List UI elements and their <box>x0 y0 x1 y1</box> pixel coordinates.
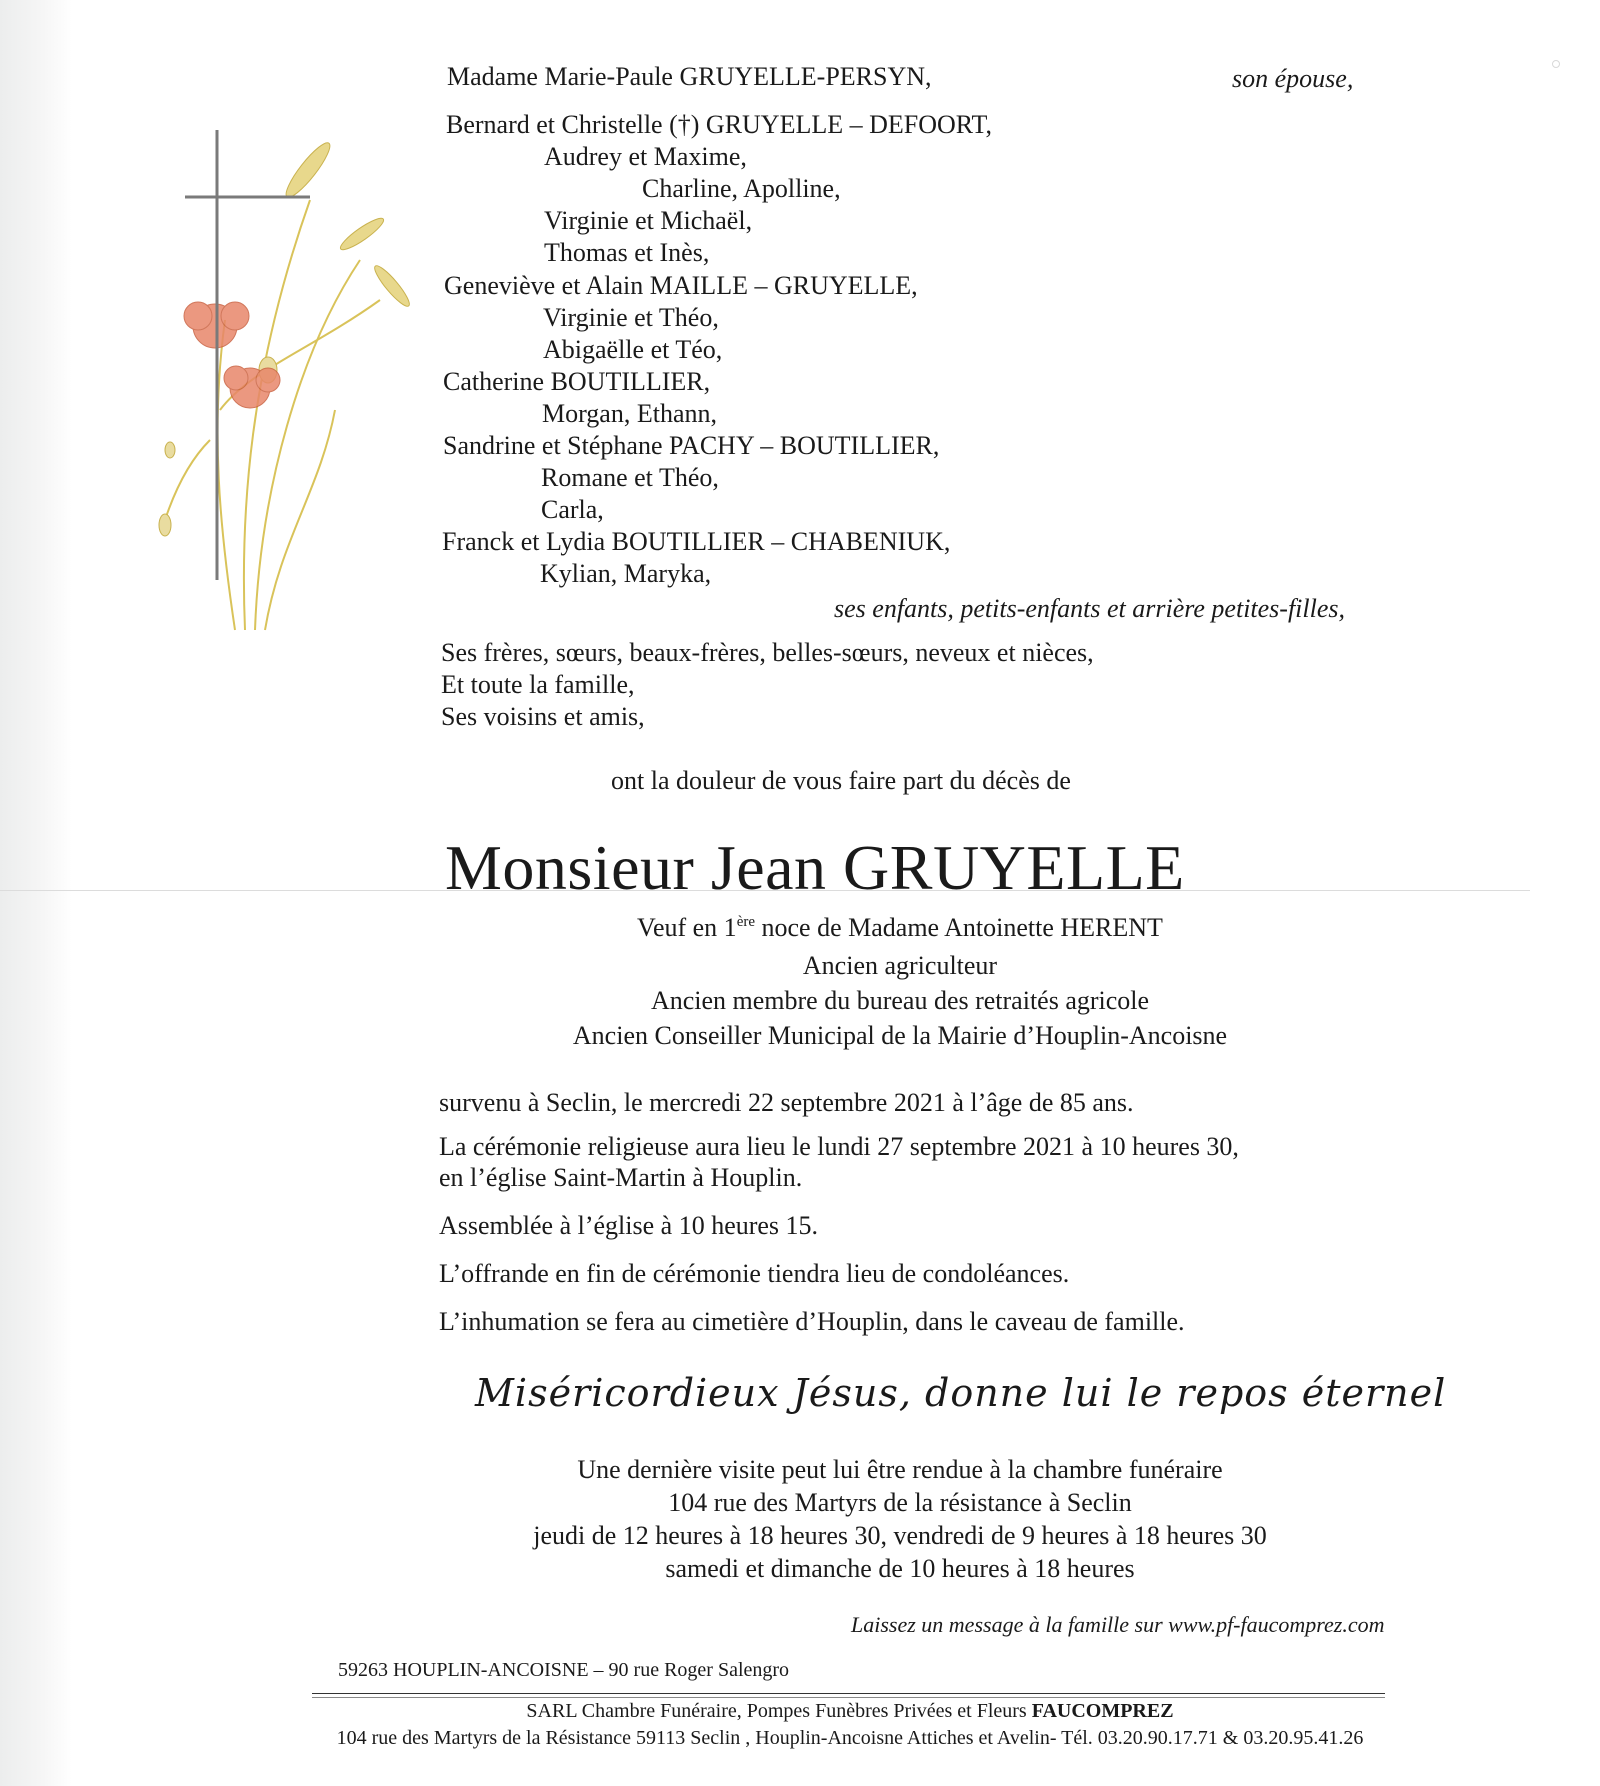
footer-separator <box>312 1697 1385 1698</box>
detail-line: Assemblée à l’église à 10 heures 15. <box>439 1211 819 1240</box>
deceased-name: Monsieur Jean GRUYELLE <box>445 832 1185 903</box>
family-line: Catherine BOUTILLIER, <box>443 367 711 396</box>
cross-poppies-illustration <box>150 110 470 650</box>
detail-line: L’offrande en fin de cérémonie tiendra lieu de condoléances. <box>439 1259 1070 1288</box>
title-line: Ancien Conseiller Municipal de la Mairie d’Houplin-Ancoisne <box>572 1021 1228 1050</box>
widow-sup: ère <box>736 914 755 930</box>
announcement: ont la douleur de vous faire part du décès de <box>611 766 1071 795</box>
spouse-name: Madame Marie-Paule GRUYELLE-PERSYN, <box>447 62 932 91</box>
family-line: Virginie et Michaël, <box>544 206 753 235</box>
page-left-shade <box>0 0 72 1786</box>
address: 59263 HOUPLIN-ANCOISNE – 90 rue Roger Salengro <box>338 1659 790 1681</box>
detail-line: survenu à Seclin, le mercredi 22 septembre 2021 à l’âge de 85 ans. <box>439 1088 1134 1117</box>
family-line: Geneviève et Alain MAILLE – GRUYELLE, <box>444 271 918 300</box>
wheat-ears <box>281 138 414 309</box>
footer-separator <box>312 1693 1385 1694</box>
family-line: Sandrine et Stéphane PACHY – BOUTILLIER, <box>443 431 940 460</box>
title-line: Ancien agriculteur <box>802 951 998 980</box>
website-message: Laissez un message à la famille sur www.pf-faucomprez.com <box>851 1612 1385 1637</box>
footer-company-prefix: SARL Chambre Funéraire, Pompes Funèbres Privées et Fleurs <box>526 1700 1032 1722</box>
family-line: Franck et Lydia BOUTILLIER – CHABENIUK, <box>442 527 951 556</box>
family-line: Virginie et Théo, <box>543 303 719 332</box>
children-role: ses enfants, petits-enfants et arrière petites-filles, <box>834 594 1346 623</box>
family-line: Thomas et Inès, <box>544 238 710 267</box>
detail-line: en l’église Saint-Martin à Houplin. <box>439 1163 803 1192</box>
widow-suffix: noce de Madame Antoinette HERENT <box>755 913 1163 942</box>
visit-line: jeudi de 12 heures à 18 heures 30, vendredi de 9 heures à 18 heures 30 <box>533 1521 1267 1550</box>
widow-line <box>400 915 1400 941</box>
family-line: Abigaëlle et Téo, <box>543 335 723 364</box>
family-line: Morgan, Ethann, <box>542 399 717 428</box>
fold-mark <box>1552 60 1560 68</box>
family-line: Bernard et Christelle (†) GRUYELLE – DEFOORT, <box>446 110 993 139</box>
spouse-role: son épouse, <box>1232 64 1354 93</box>
visit-line: Une dernière visite peut lui être rendue à la chambre funéraire <box>577 1455 1223 1484</box>
family-line: Carla, <box>541 495 604 524</box>
footer-company <box>300 1701 1400 1721</box>
prayer: Miséricordieux Jésus, donne lui le repos éternel <box>475 1371 1447 1415</box>
title-line: Ancien membre du bureau des retraités agricole <box>650 986 1150 1015</box>
family-line: Audrey et Maxime, <box>544 142 747 171</box>
visit-line: 104 rue des Martyrs de la résistance à Seclin <box>668 1488 1132 1517</box>
widow-prefix: Veuf en 1 <box>637 913 737 942</box>
footer-contact: 104 rue des Martyrs de la Résistance 59113 Seclin , Houplin-Ancoisne Attiches et Avelin- Tél. 03.20.90.17.71 & 03.20.95.41.26 <box>336 1727 1364 1749</box>
others-line: Ses frères, sœurs, beaux-frères, belles-sœurs, neveux et nièces, <box>441 638 1094 667</box>
others-line: Ses voisins et amis, <box>441 702 645 731</box>
detail-line: L’inhumation se fera au cimetière d’Houplin, dans le caveau de famille. <box>439 1307 1185 1336</box>
visit-line: samedi et dimanche de 10 heures à 18 heures <box>665 1554 1135 1583</box>
family-line: Romane et Théo, <box>541 463 719 492</box>
footer-brand: FAUCOMPREZ <box>1031 1700 1174 1722</box>
wheat-stalks <box>165 200 380 630</box>
family-line: Charline, Apolline, <box>642 174 841 203</box>
others-line: Et toute la famille, <box>441 670 635 699</box>
detail-line: La cérémonie religieuse aura lieu le lundi 27 septembre 2021 à 10 heures 30, <box>439 1132 1239 1161</box>
family-line: Kylian, Maryka, <box>540 559 712 588</box>
